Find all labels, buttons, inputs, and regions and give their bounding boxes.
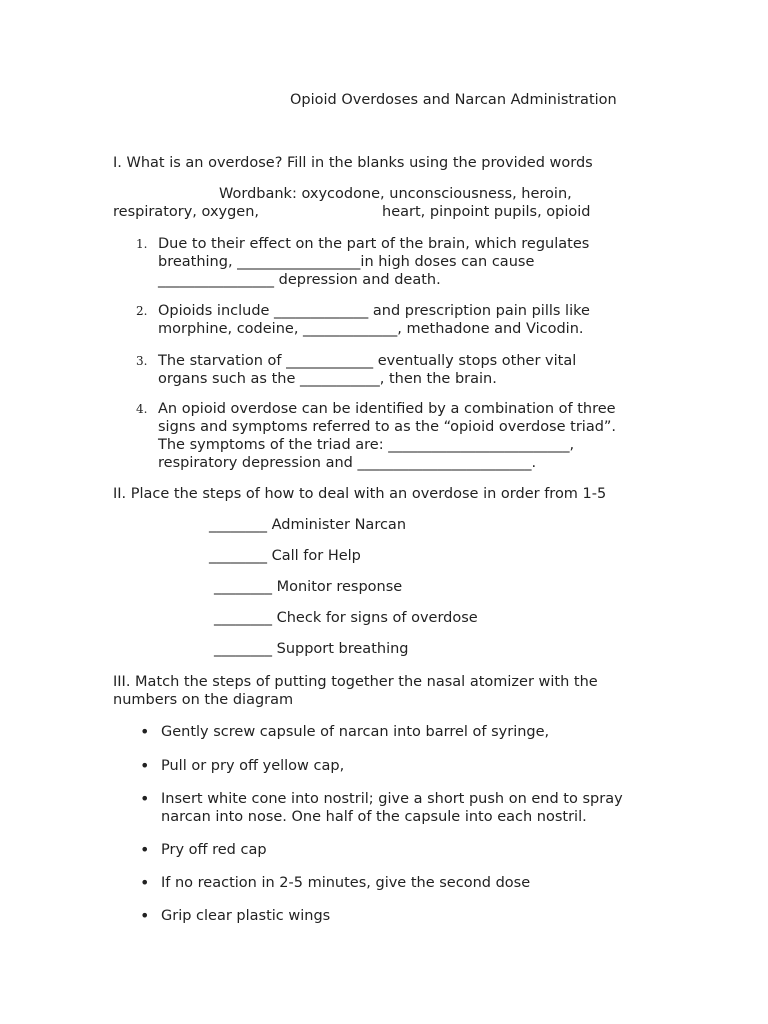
section-3-heading-line: III. Match the steps of putting together the nasal atomizer with the <box>113 674 598 690</box>
bullet-line: Insert white cone into nostril; give a short push on end to spray <box>161 791 623 807</box>
item-line: The symptoms of the triad are: _________________________, <box>158 437 575 453</box>
fill-item-2 <box>158 302 590 338</box>
section-3-heading <box>113 673 598 709</box>
item-number: 2. <box>136 304 148 318</box>
item-number: 1. <box>136 237 148 251</box>
item-line: ________________ depression and death. <box>158 272 441 288</box>
fill-item-1 <box>158 235 589 289</box>
order-step: ________ Administer Narcan <box>209 517 407 533</box>
bullet-icon: • <box>140 840 150 859</box>
item-line: morphine, codeine, _____________, methadone and Vicodin. <box>158 321 584 337</box>
bullet-line: Pull or pry off yellow cap, <box>161 758 345 774</box>
bullet-item <box>161 757 344 775</box>
order-step: ________ Call for Help <box>209 548 361 564</box>
item-line: The starvation of ____________ eventually stops other vital <box>158 353 577 369</box>
item-line: respiratory depression and ________________________. <box>158 455 537 471</box>
item-number: 4. <box>136 402 148 416</box>
bullet-line: If no reaction in 2-5 minutes, give the second dose <box>161 875 531 891</box>
bullet-line: narcan into nose. One half of the capsule into each nostril. <box>161 809 587 825</box>
fill-item-3 <box>158 352 576 388</box>
item-line: Opioids include _____________ and prescription pain pills like <box>158 303 590 319</box>
bullet-item <box>161 790 623 826</box>
section-1-heading: I. What is an overdose? Fill in the blanks using the provided words <box>113 155 593 171</box>
item-line: organs such as the ___________, then the brain. <box>158 371 497 387</box>
bullet-icon: • <box>140 789 150 808</box>
bullet-icon: • <box>140 906 150 925</box>
order-step: ________ Check for signs of overdose <box>214 610 478 626</box>
bullet-item <box>161 874 530 892</box>
bullet-item <box>161 841 267 859</box>
order-step: ________ Monitor response <box>214 579 403 595</box>
item-line: signs and symptoms referred to as the “opioid overdose triad”. <box>158 419 617 435</box>
section-2-heading: II. Place the steps of how to deal with an overdose in order from 1-5 <box>113 486 607 502</box>
page-title: Opioid Overdoses and Narcan Administration <box>290 92 617 108</box>
wordbank-line-2a: respiratory, oxygen, <box>113 204 260 220</box>
bullet-line: Grip clear plastic wings <box>161 908 331 924</box>
bullet-line: Pry off red cap <box>161 842 267 858</box>
bullet-icon: • <box>140 873 150 892</box>
bullet-icon: • <box>140 756 150 775</box>
bullet-icon: • <box>140 722 150 741</box>
order-step: ________ Support breathing <box>214 641 409 657</box>
fill-item-4 <box>158 400 616 472</box>
wordbank-line-1: Wordbank: oxycodone, unconsciousness, heroin, <box>219 186 572 202</box>
item-line: breathing, _________________in high doses can cause <box>158 254 535 270</box>
item-number: 3. <box>136 354 148 368</box>
bullet-item <box>161 723 549 741</box>
bullet-item <box>161 907 330 925</box>
bullet-line: Gently screw capsule of narcan into barrel of syringe, <box>161 724 550 740</box>
wordbank-line-2b: heart, pinpoint pupils, opioid <box>382 204 591 220</box>
item-line: An opioid overdose can be identified by a combination of three <box>158 401 616 417</box>
section-3-heading-line: numbers on the diagram <box>113 692 294 708</box>
item-line: Due to their effect on the part of the brain, which regulates <box>158 236 590 252</box>
